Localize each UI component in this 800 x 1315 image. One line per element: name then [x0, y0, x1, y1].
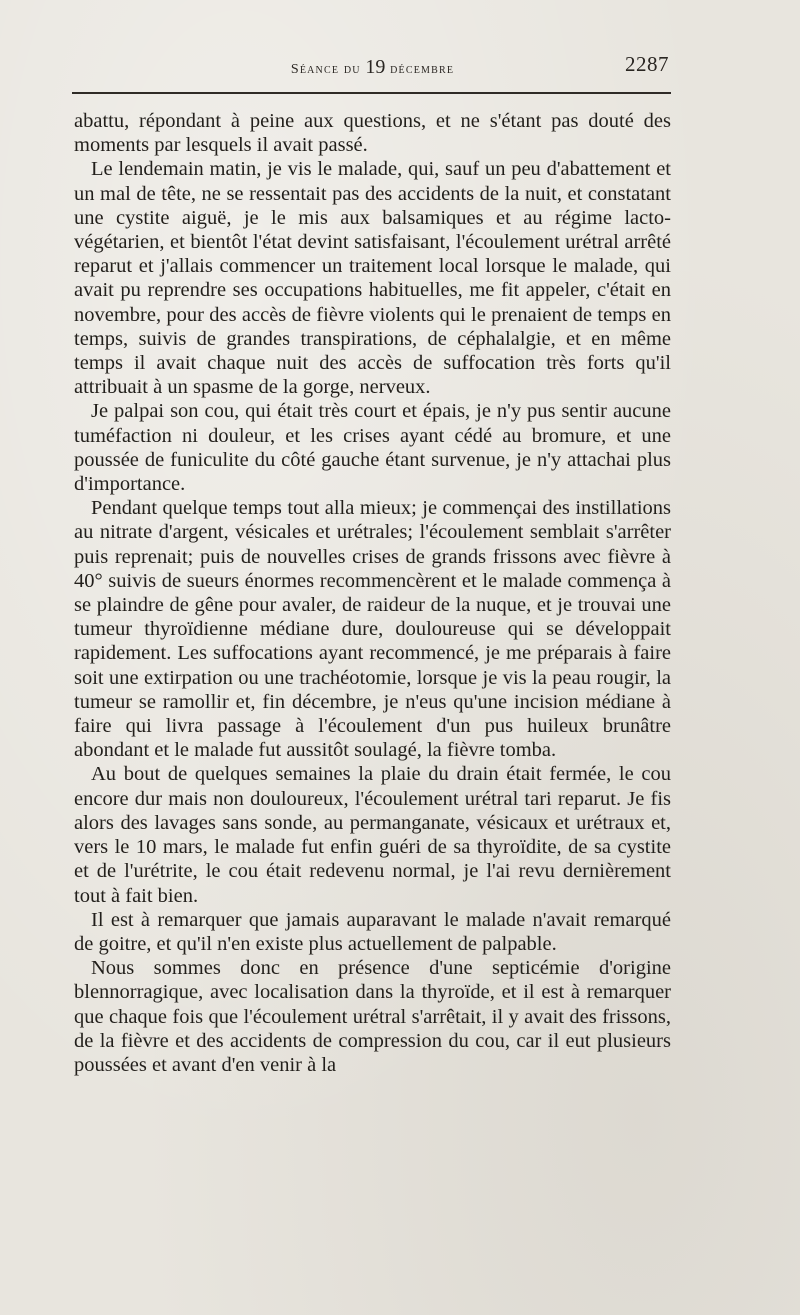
page-number: 2287	[625, 52, 669, 76]
body-text	[74, 109, 671, 1077]
running-head-day: 19	[365, 56, 386, 78]
running-head	[74, 56, 671, 79]
running-head-before: Séance du	[290, 62, 366, 77]
page-header	[74, 52, 671, 82]
paragraph: Il est à remarquer que jamais auparavant le malade n'avait remarqué de goitre, et qu'il n'en existe plus actuellement de palpable.	[74, 908, 671, 955]
running-head-after: décembre	[385, 62, 455, 77]
paragraph: Nous sommes donc en présence d'une septicémie d'origine blennorragique, avec localisation dans la thyroïde, et il est à remarquer que chaque fois que l'écoulement urétral s'arrêtait, il y avait des frissons, de la fièvre et des accidents de compression du cou, car il eut plusieurs poussées et avant d'en venir à la	[74, 957, 671, 1076]
paragraph: Pendant quelque temps tout alla mieux; je commençai des instillations au nitrate d'argent, vésicales et urétrales; l'écoulement semblait s'arrêter puis reprenait; puis de nouvelles crises de grands frissons avec fièvre à 40° suivis de sueurs énormes recommencèrent et le malade commença à se plaindre de gêne pour avaler, de raideur de la nuque, et je trouvai une tumeur thyroïdienne médiane dure, douloureuse qui se développait rapidement. Les suffocations ayant recommencé, je me préparais à faire soit une extirpation ou une trachéotomie, lorsque je vis la peau rougir, la tumeur se ramollir et, fin décembre, je n'eus qu'une incision médiane à faire qui livra passage à l'écoulement d'un pus huileux brunâtre abondant et le malade fut aussitôt soulagé, la fièvre tomba.	[74, 497, 671, 762]
paragraph-continuation: abattu, répondant à peine aux questions, et ne s'étant pas douté des moments par lesquels il avait passé.	[74, 110, 671, 157]
paragraph: Le lendemain matin, je vis le malade, qui, sauf un peu d'abattement et un mal de tête, ne se ressentait pas des accidents de la nuit, et constatant une cystite aiguë, je le mis aux balsamiques et au régime lacto-végétarien, et bientôt l'état devint satisfaisant, l'écoulement urétral arrêté reparut et j'allais commencer un traitement local lorsque le malade, qui avait pu reprendre ses occupations habituelles, me fit appeler, c'était en novembre, pour des accès de fièvre violents qui le prenaient de temps en temps, suivis de grandes transpirations, de céphalalgie, et en même temps il avait chaque nuit des accès de suffocation très forts qu'il attribuait à un spasme de la gorge, nerveux.	[74, 158, 671, 399]
paragraph: Au bout de quelques semaines la plaie du drain était fermée, le cou encore dur mais non douloureux, l'écoulement urétral tari reparut. Je fis alors des lavages sans sonde, au permanganate, vésicaux et urétraux et, vers le 10 mars, le malade fut enfin guéri de sa thyroïdite, de sa cystite et de l'urétrite, le cou était redevenu normal, je l'ai revu dernièrement tout à fait bien.	[74, 763, 671, 907]
paragraph: Je palpai son cou, qui était très court et épais, je n'y pus sentir aucune tuméfaction ni douleur, et les crises ayant cédé au bromure, et une poussée de funiculite du côté gauche étant survenue, je n'y attachai plus d'importance.	[74, 400, 671, 496]
header-rule	[72, 92, 671, 94]
